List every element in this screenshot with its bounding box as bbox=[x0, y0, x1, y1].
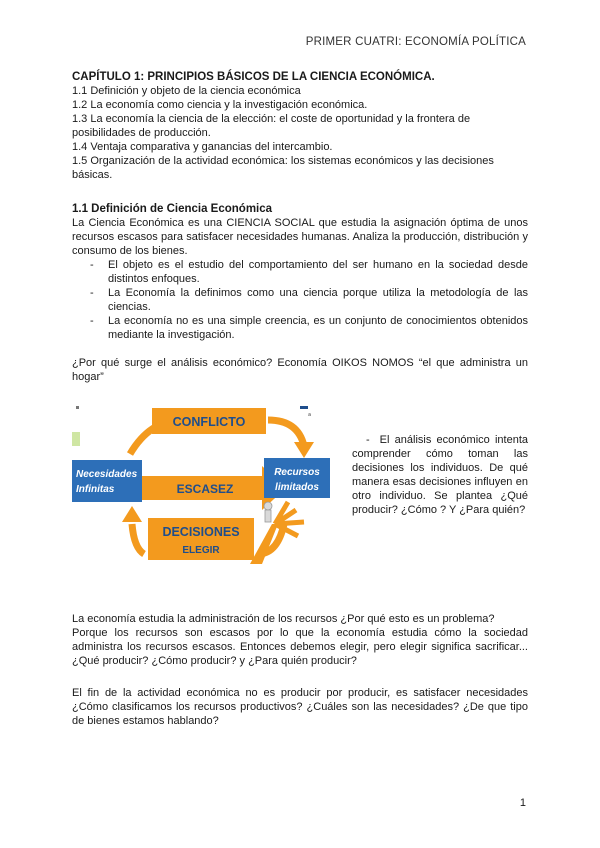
toc-item: 1.2 La economía como ciencia y la investigación económica. bbox=[72, 99, 368, 111]
fragment-mark: a bbox=[308, 412, 312, 418]
arrow-decisions-to-needs bbox=[132, 524, 144, 554]
resources-label: Recursos bbox=[274, 467, 320, 478]
chapter-toc bbox=[72, 84, 528, 182]
arrow-head bbox=[294, 442, 314, 458]
resources-label: limitados bbox=[275, 482, 319, 493]
toc-item: 1.1 Definición y objeto de la ciencia económica bbox=[72, 85, 301, 97]
side-text bbox=[352, 433, 528, 517]
page-number: 1 bbox=[519, 797, 526, 809]
chapter-title: CAPÍTULO 1: PRINCIPIOS BÁSICOS DE LA CIENCIA ECONÓMICA. bbox=[72, 71, 435, 83]
fragment-mark bbox=[76, 406, 79, 409]
arrow-head bbox=[122, 506, 142, 522]
page-content bbox=[72, 70, 528, 728]
section-intro: La Ciencia Económica es una CIENCIA SOCIAL que estudia la asignación óptima de unos recursos escasos para satisfacer necesidades humanas. Analiza la producción, distribución y consumo de los bienes. bbox=[72, 217, 528, 257]
choose-label: ELEGIR bbox=[182, 545, 220, 556]
fragment-mark bbox=[300, 406, 308, 409]
page-header: PRIMER CUATRI: ECONOMÍA POLÍTICA bbox=[305, 36, 526, 48]
bullet-item: - El objeto es el estudio del comportamiento del ser humano en la sociedad desde distintos enfoques. bbox=[108, 258, 528, 286]
bullet-item: - La economía no es una simple creencia, es un conjunto de conocimientos obtenidos mediante la investigación. bbox=[108, 314, 528, 342]
economics-diagram bbox=[72, 406, 348, 566]
section-title: 1.1 Definición de Ciencia Económica bbox=[72, 203, 273, 215]
needs-label: Infinitas bbox=[76, 484, 115, 495]
needs-box bbox=[72, 460, 142, 502]
toc-item: 1.4 Ventaja comparativa y ganancias del intercambio. bbox=[72, 141, 333, 153]
dash-marker: - bbox=[366, 434, 370, 446]
conflict-label: CONFLICTO bbox=[172, 415, 246, 429]
section-bullet-list bbox=[72, 258, 528, 342]
side-text-body: El análisis económico intenta comprender cómo toman las decisiones los individuos. De qué manera esas decisiones influyen en otro individuo. Se plantea ¿Qué producir? ¿Cómo ? Y ¿Para quién? bbox=[352, 434, 528, 516]
paragraph: Porque los recursos son escasos por lo que la economía estudia cómo la sociedad administra los recursos escasos. Entonces debemos elegir, pero elegir significa sacrificar... ¿Qué producir? ¿Cómo producir? y ¿Para quién producir? bbox=[72, 627, 528, 667]
toc-item: 1.3 La economía la ciencia de la elección: el coste de oportunidad y la frontera de posibilidades de producción. bbox=[72, 113, 471, 139]
scarcity-label: ESCASEZ bbox=[176, 482, 234, 496]
figure-row bbox=[72, 406, 528, 576]
person-crossroads-illustration bbox=[250, 502, 304, 564]
toc-item: 1.5 Organización de la actividad económica: los sistemas económicos y las decisiones básicas. bbox=[72, 155, 494, 181]
needs-label: Necesidades bbox=[76, 469, 138, 480]
bullet-item: - La Economía la definimos como una ciencia porque utiliza la metodología de las ciencias. bbox=[108, 286, 528, 314]
section-question: ¿Por qué surge el análisis económico? Economía OIKOS NOMOS “el que administra un hogar” bbox=[72, 357, 528, 383]
decisions-label: DECISIONES bbox=[162, 525, 240, 539]
paragraph: La economía estudia la administración de los recursos ¿Por qué esto es un problema? bbox=[72, 613, 495, 625]
pyramid-fragment bbox=[72, 432, 80, 446]
paragraph: El fin de la actividad económica no es producir por producir, es satisfacer necesidades ¿Cómo clasificamos los recursos productivos? ¿Cuáles son las necesidades? ¿De que tipo de bienes estamos hablando? bbox=[72, 687, 528, 727]
